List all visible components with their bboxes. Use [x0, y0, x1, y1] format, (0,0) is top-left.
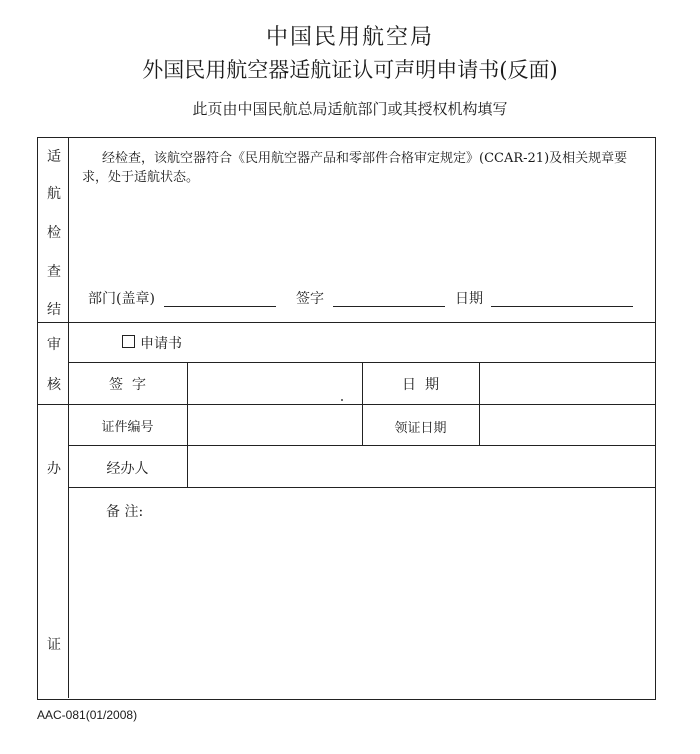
review-date-label: 日 期 [402, 377, 439, 393]
divider-inspection-review [38, 322, 655, 323]
remarks-label: 备 注: [106, 504, 144, 520]
review-signature-label: 签 字 [109, 377, 146, 393]
cell-divider-c [479, 362, 480, 446]
divider-issuance-row2 [68, 487, 655, 488]
department-label: 部门(盖章) [88, 291, 155, 307]
inspection-date-label: 日期 [455, 291, 483, 307]
cell-divider-a [187, 362, 188, 487]
inspection-signature-line[interactable] [333, 306, 445, 307]
application-checkbox-label: 申请书 [140, 336, 182, 352]
cert-number-label: 证件编号 [101, 420, 154, 435]
scan-speck [341, 399, 343, 401]
review-label-char: 核 [47, 377, 61, 393]
department-signature-line[interactable] [164, 306, 276, 307]
inspection-label-char: 航 [47, 186, 61, 202]
inspection-label-char: 检 [47, 225, 61, 241]
form-code: AAC-081(01/2008) [37, 708, 138, 722]
inspection-signature-label: 签字 [296, 291, 324, 307]
inspection-statement: 经检查，该航空器符合《民用航空器产品和零部件合格审定规定》(CCAR-21)及相关规章要求，处于适航状态。 [82, 151, 628, 185]
issuance-label-char: 证 [47, 637, 61, 653]
review-label-char: 审 [47, 337, 61, 353]
application-form [37, 137, 656, 700]
handler-label: 经办人 [106, 461, 149, 477]
title-line1: 中国民用航空局 [265, 25, 434, 50]
inspection-date-line[interactable] [491, 306, 633, 307]
subtitle: 此页由中国民航总局适航部门或其授权机构填写 [192, 100, 508, 118]
issuance-label-char: 办 [47, 461, 61, 477]
application-checkbox[interactable] [122, 335, 135, 348]
issue-date-label: 领证日期 [394, 421, 447, 436]
divider-review-issuance [38, 404, 655, 405]
title-line2: 外国民用航空器适航证认可声明申请书(反面) [142, 58, 558, 82]
inspection-label-char: 查 [47, 264, 61, 280]
inspection-label-char: 适 [47, 149, 61, 165]
inspection-label-char: 结 [47, 302, 61, 318]
